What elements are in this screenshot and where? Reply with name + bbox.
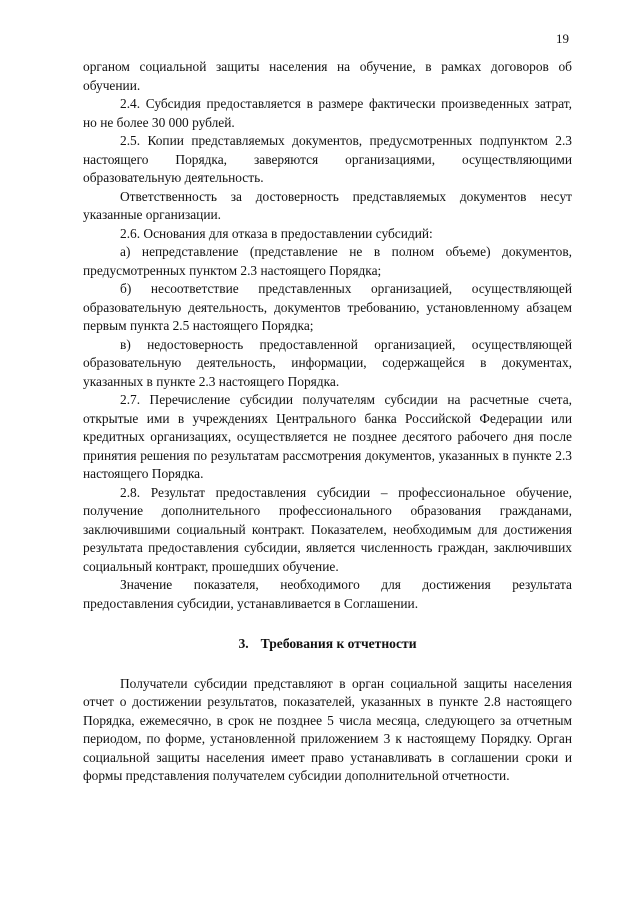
paragraph-2-4: 2.4. Субсидия предоставляется в размере фактически произведенных затрат, но не более 30 000 рублей.: [83, 96, 572, 130]
section-title: Требования к отчетности: [260, 636, 417, 651]
section-number: 3.: [238, 636, 249, 651]
page-number: 19: [556, 31, 569, 46]
paragraph-2-8: 2.8. Результат предоставления субсидии – профессиональное обучение, получение дополнительного профессионального образования гражданами, заключившими социальный контракт. Показателем, необходимым для достижения результата предоставления субсидии, является численность граждан, заключивших социальный контракт, прошедших обучение.: [83, 484, 572, 574]
paragraph-2-6: 2.6. Основания для отказа в предоставлении субсидий:: [120, 225, 433, 241]
paragraph-reporting: Получатели субсидии представляют в орган социальной защиты населения отчет о достижении результатов, показателей, указанных в пункте 2.8 настоящего Порядка, ежемесячно, в срок не позднее 5 числа месяца, следующего за отчетным периодом, по форме, установленной приложением 3 к настоящему Порядку. Орган социальной защиты населения имеет право устанавливать в соглашении сроки и формы представления получателем субсидии дополнительной отчетности.: [83, 675, 572, 783]
paragraph-indicator-value: Значение показателя, необходимого для достижения результата предоставления субсидии, устанавливается в Соглашении.: [83, 577, 572, 611]
paragraphs-after: [83, 675, 572, 786]
list-item-b: б) несоответствие представленных организацией, осуществляющей образовательную деятельность, документов требованию, установленному абзацем первым пункта 2.5 настоящего Порядка;: [83, 281, 572, 333]
paragraphs-before: [83, 58, 572, 613]
paragraph-responsibility: Ответственность за достоверность представляемых документов несут указанные организации.: [83, 188, 572, 222]
paragraph-2-7: 2.7. Перечисление субсидии получателям субсидии на расчетные счета, открытые ими в учреждениях Центрального банка Российской Федерации или кредитных организациях, осуществляется не позднее десятого рабочего дня после принятия решения по результатам рассмотрения документов, указанных в пункте 2.3 настоящего Порядка.: [83, 392, 572, 481]
document-body: [83, 58, 572, 786]
paragraph-continuation: органом социальной защиты населения на обучение, в рамках договоров об обучении.: [83, 59, 572, 93]
list-item-c: в) недостоверность предоставленной организацией, осуществляющей образовательную деятельность, информации, содержащейся в документах, указанных в пункте 2.3 настоящего Порядка.: [83, 336, 572, 389]
section-heading: [83, 635, 572, 654]
paragraph-2-5: 2.5. Копии представляемых документов, предусмотренных подпунктом 2.3 настоящего Порядка, заверяются организациями, осуществляющими образовательную деятельность.: [83, 133, 572, 185]
list-item-a: а) непредставление (представление не в полном объеме) документов, предусмотренных пунктом 2.3 настоящего Порядка;: [83, 244, 572, 278]
